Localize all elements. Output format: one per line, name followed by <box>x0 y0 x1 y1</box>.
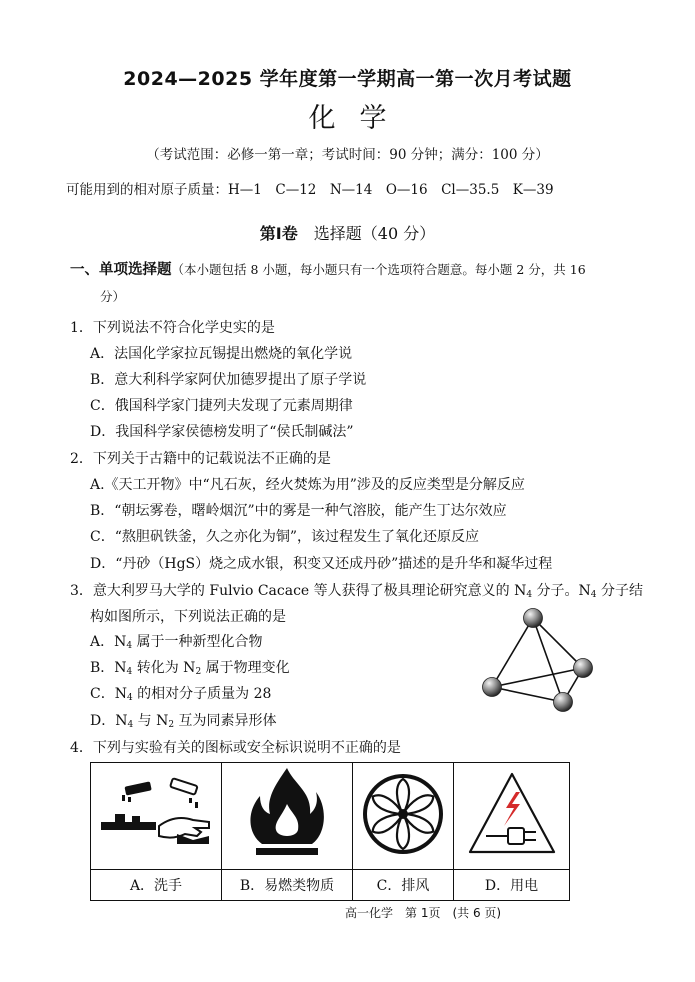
opt-sub: 4 <box>126 641 133 651</box>
section-title: 第Ⅰ卷 <box>259 224 298 243</box>
question-2-option-c: C．“熬胆矾铁釜，久之亦化为铜”，该过程发生了氧化还原反应 <box>90 529 480 545</box>
part1-note: （本小题包括 8 小题，每小题只有一个选项符合题意。每小题 2 分，共 16 <box>171 262 586 277</box>
question-3-stem-line2: 构如图所示，下列说法正确的是 <box>90 609 286 625</box>
question-4-stem: 4．下列与实验有关的图标或安全标识说明不正确的是 <box>70 740 401 756</box>
question-3-stem <box>70 580 643 600</box>
n-atom-left <box>483 678 502 697</box>
question-1-stem: 1．下列说法不符合化学史实的是 <box>70 320 275 336</box>
page-footer: 高一化学 第 1页 (共 6 页) <box>345 906 502 920</box>
question-1-option-b: B．意大利科学家阿伏加德罗提出了原子学说 <box>90 372 367 388</box>
section-subtitle: 选择题（40 分） <box>313 224 436 243</box>
opt-text: C．N <box>90 686 127 702</box>
question-1-option-c: C．俄国科学家门捷列夫发现了元素周期律 <box>90 398 353 414</box>
question-1-option-d: D．我国科学家侯德榜发明了“侯氏制碱法” <box>90 424 354 440</box>
label-d: D．用电 <box>454 870 570 901</box>
exhaust-fan-icon <box>360 771 446 857</box>
question-2-option-d: D．“丹砂（HgS）烧之成水银，积变又还成丹砂”描述的是升华和凝华过程 <box>90 556 553 572</box>
opt-sub: 4 <box>126 667 133 677</box>
opt-sub: 2 <box>168 720 175 730</box>
opt-text: A．N <box>90 634 127 650</box>
hand-wash-icon <box>97 774 215 854</box>
label-a: A．洗手 <box>91 870 222 901</box>
part1-heading <box>70 258 586 279</box>
question-3-option-d <box>90 710 277 730</box>
exam-title: 2024—2025 学年度第一学期高一第一次月考试题 <box>123 68 572 90</box>
opt-text: 转化为 N <box>132 660 196 676</box>
question-3-stem-part-a: 3．意大利罗马大学的 Fulvio Cacace 等人获得了极具理论研究意义的 N <box>70 583 527 599</box>
question-3-option-a <box>90 631 263 651</box>
n-atom-right <box>574 659 593 678</box>
exam-scope: （考试范围：必修一第一章；考试时间：90 分钟；满分：100 分） <box>146 147 549 163</box>
part1-title: 一、单项选择题 <box>70 262 172 278</box>
label-c: C．排风 <box>353 870 454 901</box>
n-atom-bottom <box>554 693 573 712</box>
question-1-option-a: A．法国化学家拉瓦锡提出燃烧的氧化学说 <box>90 346 353 362</box>
opt-text: 属于物理变化 <box>201 660 290 676</box>
opt-text: 互为同素异形体 <box>174 713 277 729</box>
opt-sub: 4 <box>127 720 134 730</box>
n-atom-top <box>524 609 543 628</box>
label-b: B．易燃类物质 <box>222 870 353 901</box>
opt-text: 与 N <box>133 713 169 729</box>
question-3-option-b <box>90 657 290 677</box>
opt-text: 属于一种新型化合物 <box>132 634 263 650</box>
cell-electricity <box>454 763 570 870</box>
opt-sub: 2 <box>195 667 202 677</box>
n4-molecule-figure <box>475 602 610 722</box>
flammable-icon <box>242 764 332 864</box>
question-3-sub-2: 4 <box>590 590 597 600</box>
question-2-option-b: B．“朝坛雾卷，曙岭烟沉”中的雾是一种气溶胶，能产生丁达尔效应 <box>90 503 507 519</box>
question-2-option-a: A.《天工开物》中“凡石灰，经火焚炼为用”涉及的反应类型是分解反应 <box>90 477 525 493</box>
question-3-stem-part-b: 分子。N <box>532 583 591 599</box>
question-4-icon-table <box>90 762 570 901</box>
electricity-icon <box>464 768 560 860</box>
opt-text: D．N <box>90 713 128 729</box>
question-3-stem-part-c: 分子结 <box>596 583 643 599</box>
question-3-option-c <box>90 683 271 703</box>
opt-text: B．N <box>90 660 127 676</box>
opt-sub: 4 <box>126 693 133 703</box>
subject-title: 化学 <box>308 103 411 134</box>
cell-hand-wash <box>91 763 222 870</box>
section-heading <box>0 221 695 244</box>
cell-exhaust <box>353 763 454 870</box>
question-3-sub-1: 4 <box>526 590 533 600</box>
opt-text: 的相对分子质量为 28 <box>132 686 272 702</box>
part1-note-cont: 分） <box>100 289 126 304</box>
question-2-stem: 2．下列关于古籍中的记载说法不正确的是 <box>70 451 331 467</box>
cell-flammable <box>222 763 353 870</box>
atomic-masses: 可能用到的相对原子质量：H—1 C—12 N—14 O—16 Cl—35.5 K—39 <box>66 182 554 198</box>
